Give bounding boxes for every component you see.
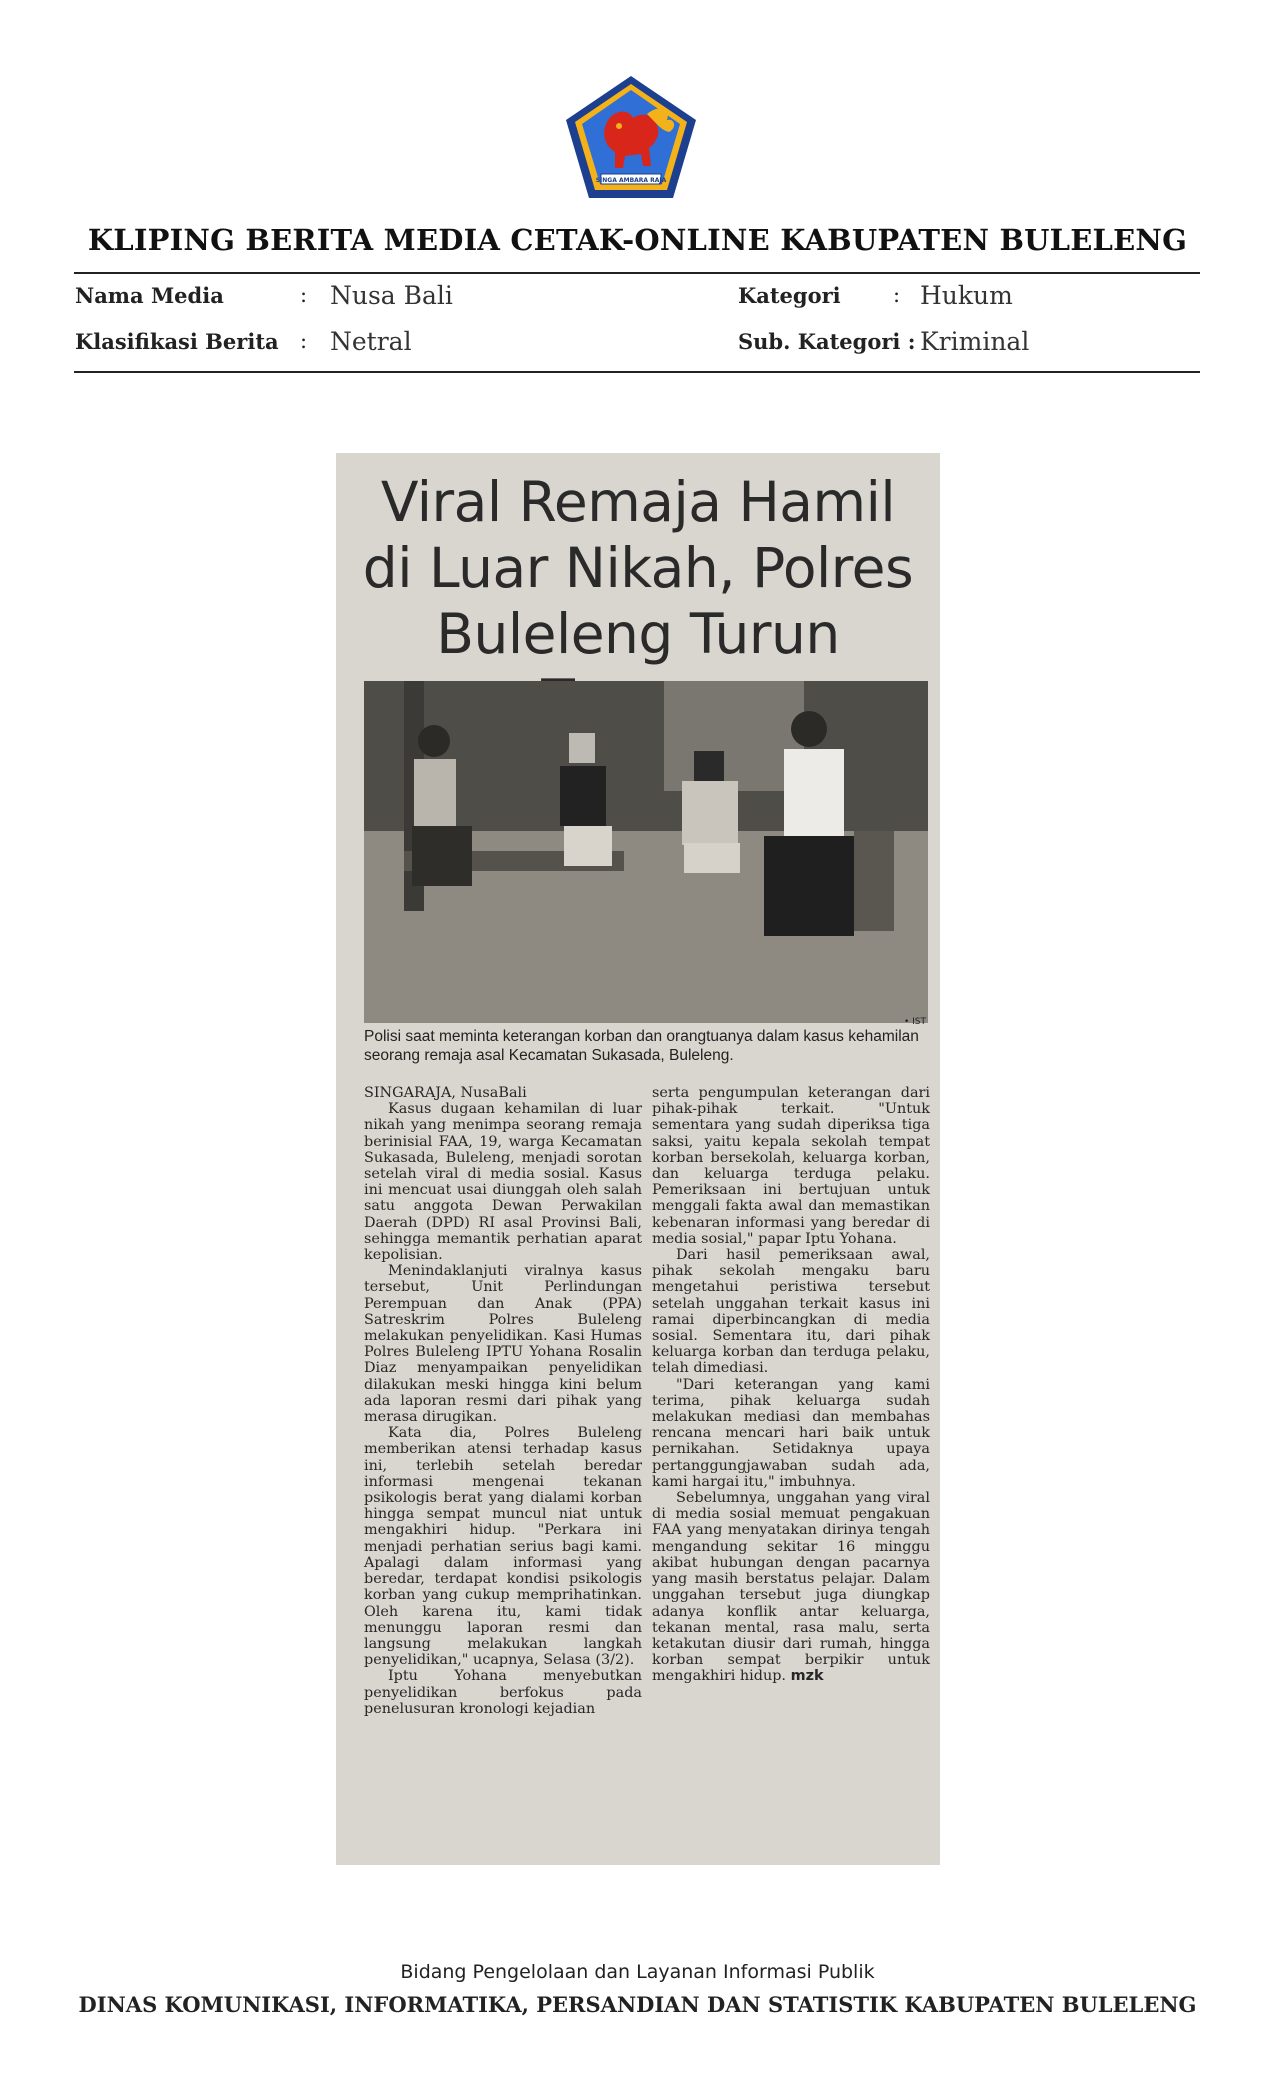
footer-department: Bidang Pengelolaan dan Layanan Informasi Publik xyxy=(400,1961,875,1983)
paragraph: Dari hasil pemeriksaan awal, pihak sekolah mengaku baru mengetahui peristiwa tersebut setelah unggahan terkait kasus ini ramai diperbincangkan di media sosial. Sementara itu, dari pihak keluarga korban dan terduga pelaku, telah dimediasi. xyxy=(652,1247,930,1377)
paragraph: Iptu Yohana menyebutkan penyelidikan berfokus pada penelusuran kronologi kejadian xyxy=(364,1668,642,1717)
header-divider-bottom xyxy=(74,371,1200,373)
media-name-colon: : xyxy=(300,283,308,307)
paragraph: serta pengumpulan keterangan dari pihak-pihak terkait. "Untuk sementara yang sudah diperiksa tiga saksi, yaitu kepala sekolah tempat korban bersekolah, keluarga korban, dan keluarga terduga pelaku. Pemeriksaan ini bertujuan untuk menggali fakta awal dan memastikan kebenaran informasi yang beredar di media sosial," papar Iptu Yohana. xyxy=(652,1085,930,1247)
paragraph: Menindaklanjuti viralnya kasus tersebut, Unit Perlindungan Perempuan dan Anak (PPA) Satreskrim Polres Buleleng melakukan penyelidikan. Kasi Humas Polres Buleleng IPTU Yohana Rosalin Diaz menyampaikan penyelidikan dilakukan meski hingga kini belum ada laporan resmi dari pihak yang merasa dirugikan. xyxy=(364,1263,642,1426)
newspaper-clipping xyxy=(336,453,940,1865)
footer-agency: DINAS KOMUNIKASI, INFORMATIKA, PERSANDIAN DAN STATISTIK KABUPATEN BULELENG xyxy=(78,1992,1197,2017)
paragraph: Kata dia, Polres Buleleng memberikan atensi terhadap kasus ini, terlebih setelah beredar informasi mengenai tekanan psikologis berat yang dialami korban hingga sempat muncul niat untuk mengakhiri hidup. "Perkara ini menjadi perhatian serius bagi kami. Apalagi dalam informasi yang beredar, terdapat kondisi psikologis korban yang cukup memprihatinkan. Oleh karena itu, kami tidak menunggu laporan resmi dan langsung melakukan langkah penyelidikan," ucapnya, Selasa (3/2). xyxy=(364,1425,642,1669)
dateline: SINGARAJA, NusaBali xyxy=(364,1085,527,1101)
kabupaten-buleleng-logo xyxy=(563,74,699,200)
author-signature: mzk xyxy=(790,1668,824,1685)
article-column-1 xyxy=(364,1085,642,1717)
sub-category-value: Kriminal xyxy=(920,327,1030,356)
article-column-2 xyxy=(652,1085,930,1685)
document-title: KLIPING BERITA MEDIA CETAK-ONLINE KABUPATEN BULELENG xyxy=(87,223,1188,257)
paragraph: Kasus dugaan kehamilan di luar nikah yang menimpa seorang remaja berinisial FAA, 19, warga Kecamatan Sukasada, Buleleng, menjadi sorotan setelah viral di media sosial. Kasus ini mencuat usai diunggah oleh salah satu anggota Dewan Perwakilan Daerah (DPD) RI asal Provinsi Bali, sehingga memantik perhatian aparat kepolisian. xyxy=(364,1101,642,1264)
classification-value: Netral xyxy=(330,327,412,356)
classification-colon: : xyxy=(300,329,308,353)
header-divider-top xyxy=(74,272,1200,274)
media-name-label: Nama Media xyxy=(75,283,224,308)
paragraph xyxy=(652,1490,930,1684)
headline-line-1: Viral Remaja Hamil xyxy=(380,470,896,534)
logo-motto: SINGA AMBARA RAJA xyxy=(595,177,667,184)
headline-line-2: di Luar Nikah, Polres xyxy=(362,536,914,600)
paragraph-text: Sebelumnya, unggahan yang viral di media sosial memuat pengakuan FAA yang menyatakan dirinya tengah mengandung sekitar 16 minggu akibat hubungan dengan pacarnya yang masih berstatus pelajar. Dalam unggahan tersebut juga diungkap adanya konflik antar keluarga, tekanan mental, rasa malu, serta ketakutan diusir dari rumah, hingga korban sempat berpikir untuk mengakhiri hidup. xyxy=(652,1490,930,1685)
category-value: Hukum xyxy=(920,281,1013,310)
headline-line-3: Buleleng Turun xyxy=(436,602,840,666)
photo-caption: Polisi saat meminta keterangan korban dan orangtuanya dalam kasus kehamilan seorang remaja asal Kecamatan Sukasada, Buleleng. xyxy=(364,1028,919,1064)
photo-credit: • IST xyxy=(903,1017,926,1027)
sub-category-label: Sub. Kategori : xyxy=(738,329,916,354)
media-name-value: Nusa Bali xyxy=(330,281,453,310)
article-photo xyxy=(364,681,928,1023)
category-colon: : xyxy=(893,283,901,307)
category-label: Kategori xyxy=(738,283,841,308)
classification-label: Klasifikasi Berita xyxy=(75,329,279,354)
paragraph: "Dari keterangan yang kami terima, pihak keluarga sudah melakukan mediasi dan membahas rencana mencari hari baik untuk pernikahan. Setidaknya upaya pertanggungjawaban sudah ada, kami hargai itu," imbuhnya. xyxy=(652,1376,930,1490)
